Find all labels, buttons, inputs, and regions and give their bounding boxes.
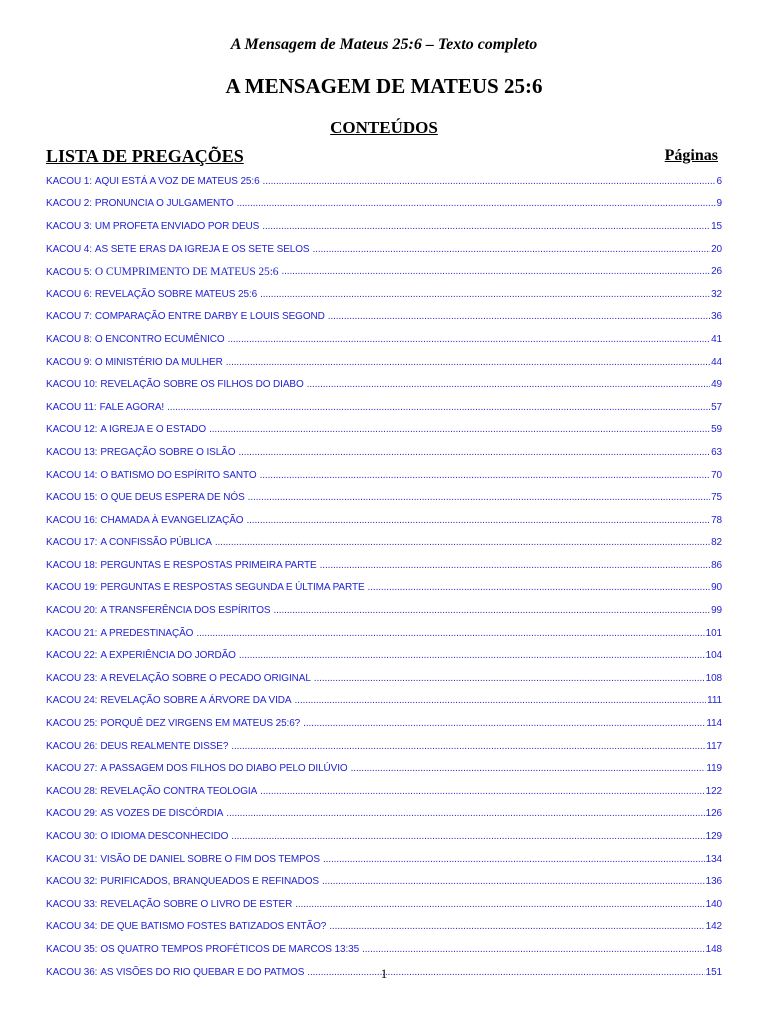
toc-entry-text[interactable] [46, 944, 359, 955]
toc-entry[interactable] [46, 238, 722, 261]
toc-entry-page[interactable]: 119 [706, 763, 722, 775]
dot-leader [215, 537, 710, 548]
toc-entry-text[interactable] [46, 876, 319, 887]
toc-entry-text[interactable] [46, 673, 311, 684]
toc-entry-page[interactable]: 142 [705, 921, 722, 933]
toc-entry-code: KACOU 29: [46, 808, 98, 820]
toc-entry[interactable] [46, 916, 722, 939]
toc-entry-title: O MINISTÉRIO DA MULHER [94, 356, 223, 368]
toc-entry-title: REVELAÇÃO SOBRE O LIVRO DE ESTER [100, 898, 293, 910]
toc-entry-code: KACOU 17: [46, 537, 98, 549]
toc-entry-text[interactable] [46, 221, 259, 232]
toc-entry-code: KACOU 15: [46, 492, 98, 504]
toc-entry-page[interactable]: 6 [716, 175, 722, 187]
toc-entry-title: PERGUNTAS E RESPOSTAS SEGUNDA E ÚLTIMA PARTE [100, 582, 365, 594]
dot-leader [362, 944, 705, 955]
toc-entry-page[interactable]: 129 [705, 831, 722, 843]
toc-entry[interactable] [46, 464, 722, 487]
toc-entry-title: DEUS REALMENTE DISSE? [100, 740, 229, 752]
toc-entry-code: KACOU 36: [46, 966, 98, 978]
toc-entry-page[interactable]: 36 [711, 311, 722, 323]
toc-entry-code: KACOU 25: [46, 718, 98, 730]
dot-leader [231, 831, 704, 842]
toc-entry-code: KACOU 3: [46, 220, 92, 232]
dot-leader [226, 357, 710, 368]
toc-entry-page[interactable]: 104 [705, 650, 722, 662]
toc-entry-code: KACOU 33: [46, 898, 98, 910]
toc-entry-page[interactable]: 59 [711, 424, 722, 436]
toc-entry-page[interactable]: 151 [705, 966, 722, 978]
toc-entry-text[interactable] [46, 447, 235, 458]
toc-entry[interactable] [46, 373, 722, 396]
dot-leader [260, 470, 711, 481]
toc-entry[interactable] [46, 554, 722, 577]
dot-leader [209, 424, 710, 435]
toc-entry-page[interactable]: 70 [711, 469, 722, 481]
toc-entry-title: A IGREJA E O ESTADO [100, 424, 207, 436]
toc-entry-page[interactable]: 44 [711, 356, 722, 368]
toc-entry[interactable] [46, 306, 722, 329]
toc-entry-title: A PREDESTINAÇÃO [100, 627, 194, 639]
toc-entry-title: O BATISMO DO ESPÍRITO SANTO [100, 469, 257, 481]
toc-entry-title: UM PROFETA ENVIADO POR DEUS [94, 220, 260, 232]
toc-entry-code: KACOU 14: [46, 469, 98, 481]
toc-entry[interactable] [46, 441, 722, 464]
contents-heading: CONTEÚDOS [330, 118, 438, 137]
dot-leader [260, 289, 710, 300]
toc-entry-page[interactable]: 49 [711, 379, 722, 391]
toc-entry-title: CHAMADA À EVANGELIZAÇÃO [100, 514, 244, 526]
toc-entry[interactable] [46, 803, 722, 826]
dot-leader [329, 921, 704, 932]
toc-entry-text[interactable] [46, 695, 291, 706]
toc-entry-code: KACOU 13: [46, 446, 98, 458]
toc-entry-page[interactable]: 57 [711, 401, 722, 413]
toc-entry-code: KACOU 35: [46, 943, 98, 955]
toc-entry[interactable] [46, 870, 722, 893]
toc-entry[interactable] [46, 351, 722, 374]
dot-leader [307, 379, 710, 390]
toc-entry-page[interactable]: 101 [705, 627, 722, 639]
toc-entry[interactable] [46, 848, 722, 871]
dot-leader [226, 808, 704, 819]
dot-leader [295, 899, 704, 910]
dot-leader [320, 560, 710, 571]
toc-entry-page[interactable]: 63 [711, 446, 722, 458]
table-of-contents [46, 170, 722, 983]
toc-entry-page[interactable]: 86 [711, 559, 722, 571]
toc-entry[interactable] [46, 667, 722, 690]
toc-entry-text[interactable] [46, 379, 304, 390]
toc-entry-title: AS VISÕES DO RIO QUEBAR E DO PATMOS [100, 966, 305, 978]
toc-entry-page[interactable]: 126 [705, 808, 722, 820]
toc-entry-text[interactable] [46, 470, 257, 481]
toc-entry-text[interactable] [46, 786, 257, 797]
toc-header [46, 146, 718, 168]
dot-leader [351, 763, 706, 774]
toc-entry-page[interactable]: 111 [707, 695, 722, 707]
toc-entry-code: KACOU 28: [46, 785, 98, 797]
toc-entry-text[interactable] [46, 537, 212, 548]
toc-entry-title: O IDIOMA DESCONHECIDO [100, 831, 229, 843]
toc-entry-title: PRONUNCIA O JULGAMENTO [94, 198, 234, 210]
toc-entry-title: O CUMPRIMENTO DE MATEUS 25:6 [94, 265, 279, 278]
dot-leader [328, 311, 710, 322]
toc-entry[interactable] [46, 419, 722, 442]
dot-leader [231, 741, 705, 752]
toc-entry-text[interactable] [46, 831, 228, 842]
toc-entry-page[interactable]: 117 [706, 740, 722, 752]
toc-entry-title: A EXPERIÊNCIA DO JORDÃO [100, 650, 236, 662]
toc-entry-title: OS QUATRO TEMPOS PROFÉTICOS DE MARCOS 13:35 [100, 943, 360, 955]
toc-entry-text[interactable] [46, 311, 325, 322]
toc-entry-code: KACOU 16: [46, 514, 98, 526]
toc-entry-text[interactable] [46, 921, 326, 932]
toc-entry-title: DE QUE BATISMO FOSTES BATIZADOS ENTÃO? [100, 921, 327, 933]
toc-entry-code: KACOU 22: [46, 650, 98, 662]
toc-entry-page[interactable]: 136 [705, 876, 722, 888]
toc-entry-code: KACOU 10: [46, 379, 98, 391]
toc-entry-code: KACOU 31: [46, 853, 98, 865]
toc-entry-code: KACOU 9: [46, 356, 92, 368]
toc-entry-code: KACOU 1: [46, 175, 92, 187]
running-title: A Mensagem de Mateus 25:6 – Texto completo [230, 36, 538, 53]
toc-entry-code: KACOU 5: [46, 266, 92, 278]
toc-entry-title: A PASSAGEM DOS FILHOS DO DIABO PELO DILÚVIO [100, 763, 348, 775]
dot-leader [368, 582, 711, 593]
toc-entry[interactable] [46, 328, 722, 351]
toc-entry-text[interactable] [46, 289, 257, 300]
toc-entry-text[interactable] [46, 650, 236, 661]
toc-entry-page[interactable]: 75 [711, 492, 722, 504]
toc-entry-title: PORQUÊ DEZ VIRGENS EM MATEUS 25:6? [100, 718, 301, 730]
toc-entry-title: REVELAÇÃO SOBRE OS FILHOS DO DIABO [100, 379, 304, 391]
toc-entry-title: REVELAÇÃO SOBRE MATEUS 25:6 [94, 288, 258, 300]
toc-entry-code: KACOU 30: [46, 831, 98, 843]
dot-leader [248, 492, 710, 503]
toc-entry[interactable] [46, 283, 722, 306]
toc-entry-page[interactable]: 78 [711, 514, 722, 526]
dot-leader [294, 695, 706, 706]
toc-entry-text[interactable] [46, 492, 245, 503]
toc-entry-page[interactable]: 134 [705, 853, 722, 865]
toc-entry[interactable] [46, 644, 722, 667]
dot-leader [303, 718, 705, 729]
toc-entry-page[interactable]: 114 [706, 718, 722, 730]
toc-right-heading: Páginas [664, 147, 718, 164]
toc-entry-code: KACOU 20: [46, 605, 98, 617]
toc-entry[interactable] [46, 193, 722, 216]
toc-entry-text[interactable] [46, 628, 193, 639]
toc-entry-title: AQUI ESTÁ A VOZ DE MATEUS 25:6 [94, 175, 260, 187]
toc-entry-code: KACOU 2: [46, 198, 92, 210]
dot-leader [196, 628, 704, 639]
toc-entry[interactable] [46, 486, 722, 509]
toc-entry-code: KACOU 23: [46, 672, 98, 684]
toc-entry-page[interactable]: 99 [711, 605, 722, 617]
toc-entry-code: KACOU 11: [46, 401, 97, 413]
toc-entry-code: KACOU 12: [46, 424, 98, 436]
toc-entry-text[interactable] [46, 605, 270, 616]
toc-entry-title: PREGAÇÃO SOBRE O ISLÃO [100, 446, 236, 458]
toc-entry-text[interactable] [46, 244, 310, 255]
toc-entry-page[interactable]: 9 [716, 198, 722, 210]
toc-entry-code: KACOU 7: [46, 311, 92, 323]
toc-entry-page[interactable]: 82 [711, 537, 722, 549]
toc-entry[interactable] [46, 577, 722, 600]
toc-entry-page[interactable]: 15 [711, 220, 722, 232]
dot-leader [237, 198, 716, 209]
toc-entry-text[interactable] [46, 560, 317, 571]
toc-entry-text[interactable] [46, 763, 348, 774]
toc-entry-page[interactable]: 90 [711, 582, 722, 594]
toc-entry-code: KACOU 4: [46, 243, 92, 255]
toc-entry-code: KACOU 6: [46, 288, 92, 300]
toc-entry-text[interactable] [46, 198, 234, 209]
toc-entry-title: AS SETE ERAS DA IGREJA E OS SETE SELOS [94, 243, 310, 255]
toc-entry-title: VISÃO DE DANIEL SOBRE O FIM DOS TEMPOS [100, 853, 320, 865]
toc-entry-page[interactable]: 140 [705, 898, 722, 910]
toc-entry-code: KACOU 24: [46, 695, 98, 707]
toc-entry-code: KACOU 18: [46, 559, 98, 571]
toc-entry[interactable] [46, 780, 722, 803]
toc-entry-title: A CONFISSÃO PÚBLICA [100, 537, 212, 549]
toc-entry-title: PERGUNTAS E RESPOSTAS PRIMEIRA PARTE [100, 559, 317, 571]
toc-entry-code: KACOU 32: [46, 876, 98, 888]
toc-entry[interactable] [46, 757, 722, 780]
toc-entry-text[interactable] [46, 899, 292, 910]
toc-entry-code: KACOU 21: [46, 627, 98, 639]
toc-entry[interactable] [46, 599, 722, 622]
toc-entry-text[interactable] [46, 176, 260, 187]
toc-entry[interactable] [46, 622, 722, 645]
toc-entry[interactable] [46, 893, 722, 916]
toc-entry-page[interactable]: 148 [705, 943, 722, 955]
toc-entry-page[interactable]: 108 [705, 672, 722, 684]
toc-entry[interactable] [46, 735, 722, 758]
toc-entry-text[interactable] [46, 854, 320, 865]
page-number: 1 [380, 966, 388, 981]
toc-entry-title: O QUE DEUS ESPERA DE NÓS [100, 492, 245, 504]
page-title: A MENSAGEM DE MATEUS 25:6 [225, 74, 543, 98]
toc-entry-title: REVELAÇÃO CONTRA TEOLOGIA [100, 785, 258, 797]
toc-entry[interactable] [46, 396, 722, 419]
toc-entry-page[interactable]: 32 [711, 288, 722, 300]
toc-entry[interactable] [46, 532, 722, 555]
dot-leader [238, 447, 710, 458]
toc-entry-page[interactable]: 26 [711, 266, 722, 278]
toc-entry-title: FALE AGORA! [99, 401, 165, 413]
dot-leader [228, 334, 711, 345]
toc-entry-title: COMPARAÇÃO ENTRE DARBY E LOUIS SEGOND [94, 311, 325, 323]
toc-entry-code: KACOU 27: [46, 763, 98, 775]
toc-entry-title: A TRANSFERÊNCIA DOS ESPÍRITOS [100, 605, 271, 617]
dot-leader [239, 650, 705, 661]
toc-entry-text[interactable] [46, 718, 300, 729]
toc-entry-title: O ENCONTRO ECUMÊNICO [94, 333, 225, 345]
toc-entry-text[interactable] [46, 402, 164, 413]
toc-left-heading: LISTA DE PREGAÇÕES [46, 146, 244, 166]
dot-leader [322, 876, 705, 887]
toc-entry-code: KACOU 34: [46, 921, 98, 933]
toc-entry-page[interactable]: 122 [705, 785, 722, 797]
toc-entry-title: A REVELAÇÃO SOBRE O PECADO ORIGINAL [100, 672, 311, 684]
toc-entry[interactable] [46, 690, 722, 713]
dot-leader [313, 244, 711, 255]
toc-entry-text[interactable] [46, 357, 223, 368]
toc-entry-text[interactable] [46, 808, 223, 819]
toc-entry[interactable] [46, 712, 722, 735]
toc-entry-code: KACOU 8: [46, 333, 92, 345]
toc-entry[interactable] [46, 509, 722, 532]
toc-entry-text[interactable] [46, 424, 206, 435]
toc-entry[interactable] [46, 938, 722, 961]
toc-entry[interactable] [46, 170, 722, 193]
dot-leader [281, 266, 710, 277]
toc-entry-text[interactable] [46, 741, 228, 752]
dot-leader [323, 854, 705, 865]
dot-leader [314, 673, 705, 684]
toc-entry-text[interactable] [46, 334, 225, 345]
toc-entry-text[interactable] [46, 515, 243, 526]
toc-entry[interactable] [46, 825, 722, 848]
toc-entry-page[interactable]: 20 [711, 243, 722, 255]
toc-entry[interactable] [46, 215, 722, 238]
toc-entry-title: AS VOZES DE DISCÓRDIA [100, 808, 224, 820]
dot-leader [263, 176, 716, 187]
toc-entry-title: REVELAÇÃO SOBRE A ÁRVORE DA VIDA [100, 695, 292, 707]
toc-entry-title: PURIFICADOS, BRANQUEADOS E REFINADOS [100, 876, 319, 888]
toc-entry-code: KACOU 19: [46, 582, 98, 594]
dot-leader [273, 605, 710, 616]
dot-leader [260, 786, 704, 797]
toc-entry-text[interactable] [46, 582, 365, 593]
dot-leader [262, 221, 710, 232]
dot-leader [167, 402, 710, 413]
toc-entry-page[interactable]: 41 [711, 333, 722, 345]
toc-entry-code: KACOU 26: [46, 740, 98, 752]
toc-entry-text[interactable] [46, 266, 278, 278]
dot-leader [246, 515, 710, 526]
toc-entry[interactable] [46, 260, 722, 283]
